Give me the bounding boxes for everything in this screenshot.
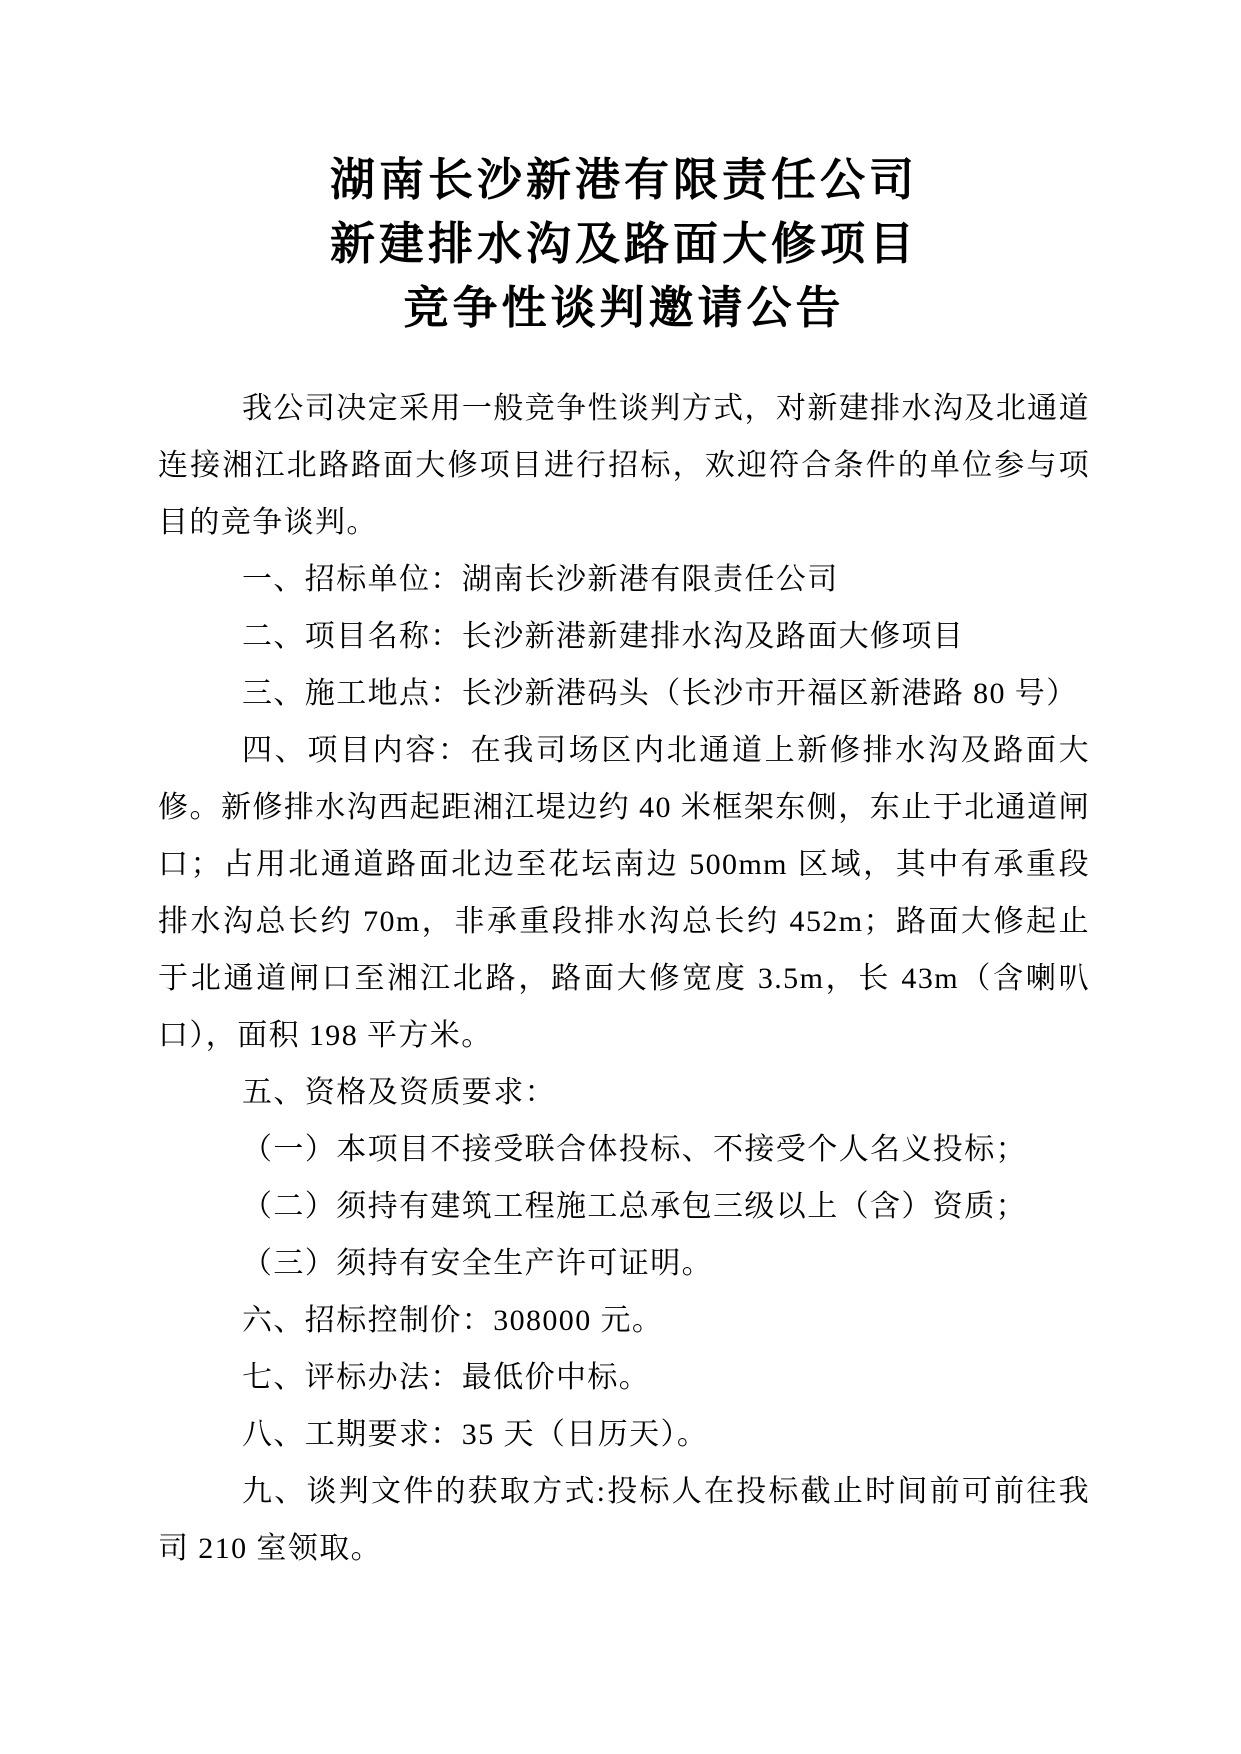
item-5-sub-3-safety-permit: （三）须持有安全生产许可证明。 — [242, 1247, 713, 1280]
item-8-construction-period: 八、工期要求：35 天（日历天）。 — [242, 1418, 709, 1451]
title-line-company: 湖南长沙新港有限责任公司 — [329, 155, 918, 205]
item-2-project-name: 二、项目名称：长沙新港新建排水沟及路面大修项目 — [242, 620, 965, 653]
item-5-sub-2-qualification-level: （二）须持有建筑工程施工总承包三级以上（含）资质； — [242, 1190, 1027, 1223]
announcement-title — [158, 148, 1090, 340]
item-7-evaluation-method: 七、评标办法：最低价中标。 — [242, 1361, 651, 1394]
item-5-sub-1-no-consortium: （一）本项目不接受联合体投标、不接受个人名义投标； — [242, 1133, 1027, 1166]
item-3-construction-location: 三、施工地点：长沙新港码头（长沙市开福区新港路 80 号） — [242, 677, 1078, 710]
announcement-body — [158, 380, 1090, 1577]
item-9-document-acquisition: 九、谈判文件的获取方式:投标人在投标截止时间前可前往我司 210 室领取。 — [158, 1475, 1090, 1565]
item-5-qualification-requirements: 五、资格及资质要求： — [242, 1076, 556, 1109]
item-1-tender-unit: 一、招标单位：湖南长沙新港有限责任公司 — [242, 563, 839, 596]
title-line-announcement-type: 竞争性谈判邀请公告 — [403, 283, 845, 333]
item-6-tender-control-price: 六、招标控制价：308000 元。 — [242, 1304, 664, 1337]
title-line-project: 新建排水沟及路面大修项目 — [329, 219, 918, 269]
intro-paragraph: 我公司决定采用一般竞争性谈判方式，对新建排水沟及北通道连接湘江北路路面大修项目进行招标，欢迎符合条件的单位参与项目的竞争谈判。 — [158, 392, 1090, 539]
item-4-project-content: 四、项目内容：在我司场区内北通道上新修排水沟及路面大修。新修排水沟西起距湘江堤边约 40 米框架东侧，东止于北通道闸口；占用北通道路面北边至花坛南边 500mm 区域，其中有承重段排水沟总长约 70m，非承重段排水沟总长约 452m；路面大修起止于北通道闸口至湘江北路，路面大修宽度 3.5m，长 43m（含喇叭口），面积 198 平方米。 — [158, 734, 1090, 1052]
